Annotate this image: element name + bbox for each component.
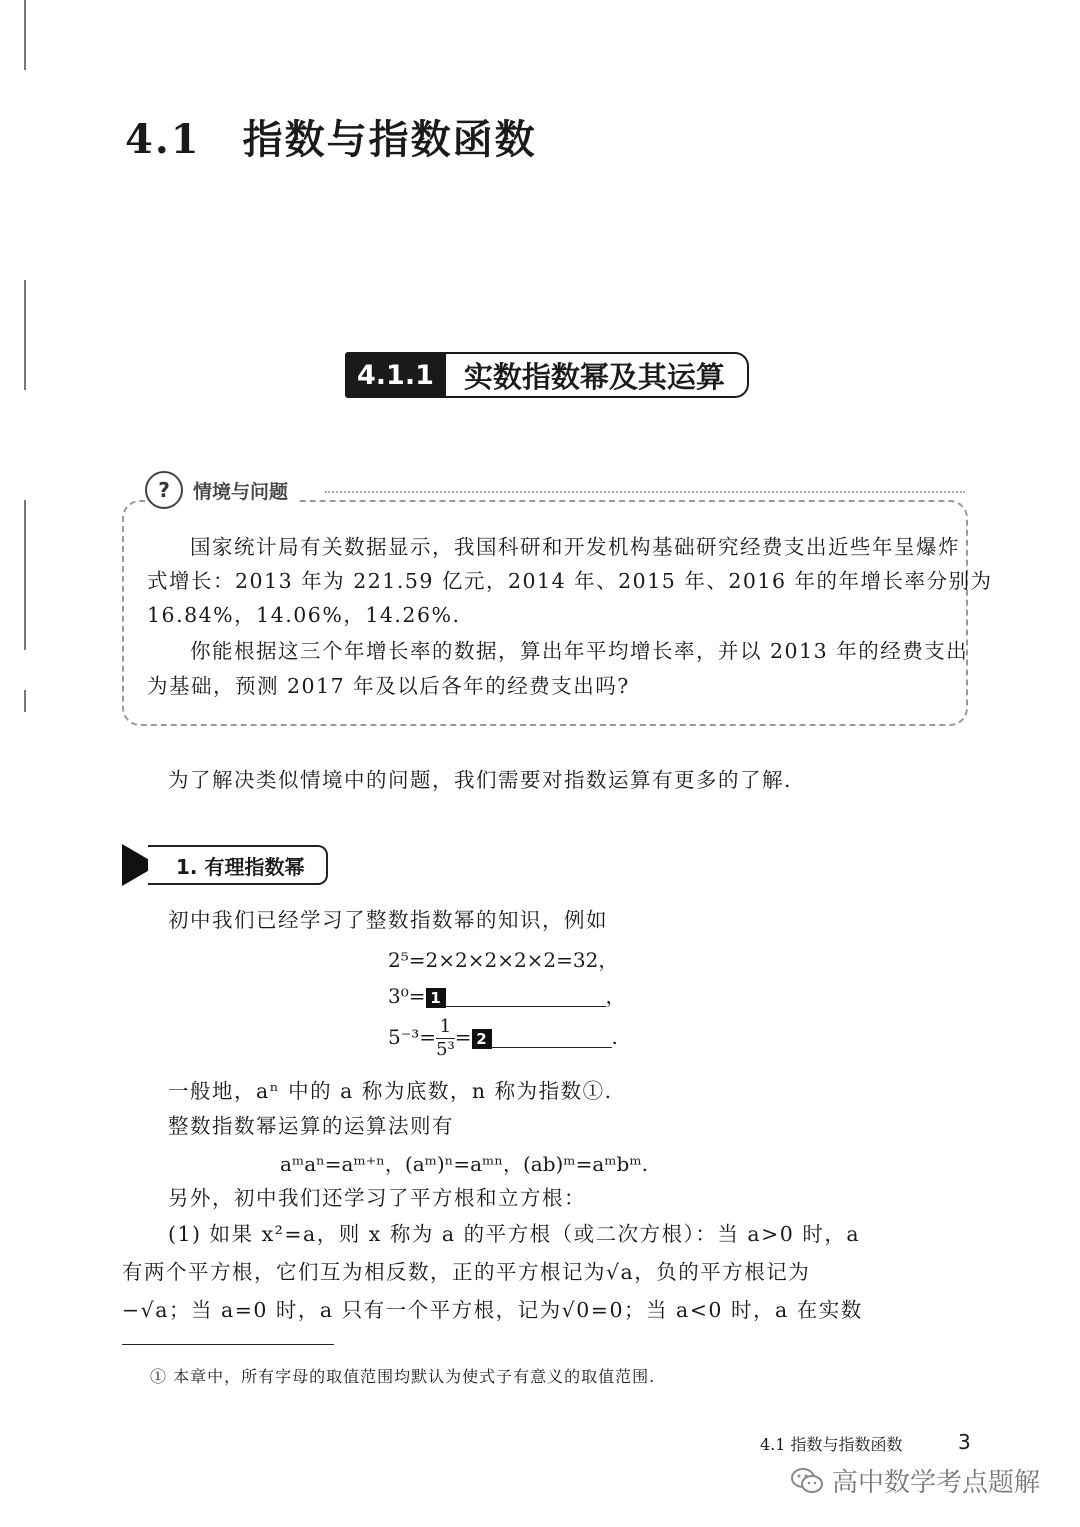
intro-text: 为了解决类似情境中的问题，我们需要对指数运算有更多的了解. (168, 768, 793, 792)
body-text: 一般地，aⁿ 中的 a 称为底数，n 称为指数①. (168, 1079, 613, 1103)
situation-text: 为基础，预测 2017 年及以后各年的经费支出吗? (147, 674, 630, 698)
math-text: 3⁰= (388, 984, 426, 1008)
situation-label (145, 472, 296, 508)
section-number: 4.1.1 (345, 352, 446, 398)
chapter-title (125, 108, 537, 165)
exponent-rules: aᵐaⁿ=aᵐ⁺ⁿ，(aᵐ)ⁿ=aᵐⁿ，(ab)ᵐ=aᵐbᵐ. (280, 1152, 648, 1176)
chapter-title-text: 指数与指数函数 (242, 116, 537, 163)
fraction-numerator: 1 (436, 1016, 455, 1039)
subsection-title: 1. 有理指数幂 (148, 845, 328, 885)
answer-blank (492, 1046, 612, 1048)
chapter-number: 4.1 (125, 116, 201, 163)
situation-text: 国家统计局有关数据显示，我国科研和开发机构基础研究经费支出近些年呈爆炸 (190, 535, 960, 559)
section-title: 实数指数幂及其运算 (446, 352, 749, 398)
wechat-icon (790, 1467, 824, 1495)
body-text: (1) 如果 x²=a，则 x 称为 a 的平方根（或二次方根）：当 a>0 时，a (168, 1222, 861, 1246)
math-text: 5⁻³= (388, 1025, 437, 1049)
math-text: = (454, 1025, 472, 1049)
math-example (388, 1016, 618, 1061)
situation-text: 你能根据这三个年增长率的数据，算出年平均增长率，并以 2013 年的经费支出 (190, 639, 969, 663)
divider (325, 491, 965, 493)
situation-label-text: 情境与问题 (193, 480, 289, 503)
margin-line (24, 280, 26, 390)
math-text: . (611, 1025, 618, 1049)
section-banner (345, 352, 749, 398)
fraction-denominator: 5³ (436, 1039, 455, 1060)
body-text: 初中我们已经学习了整数指数幂的知识，例如 (168, 908, 608, 932)
subsection-heading (122, 844, 328, 886)
margin-line (24, 0, 26, 70)
body-text: 有两个平方根，它们互为相反数，正的平方根记为√a，负的平方根记为 (122, 1260, 811, 1284)
margin-line (24, 690, 26, 712)
fraction (436, 1016, 455, 1061)
watermark (790, 1462, 1040, 1499)
body-text: 另外，初中我们还学习了平方根和立方根： (168, 1186, 586, 1210)
question-icon: ? (145, 471, 183, 509)
watermark-text: 高中数学考点题解 (832, 1468, 1041, 1498)
situation-text: 16.84%，14.06%，14.26%. (147, 603, 461, 627)
footnote: ① 本章中，所有字母的取值范围均默认为使式子有意义的取值范围. (150, 1367, 656, 1386)
page-number: 3 (958, 1430, 971, 1454)
running-head: 4.1 指数与指数函数 (760, 1435, 903, 1454)
blank-marker: 1 (426, 988, 446, 1008)
body-text: −√a；当 a=0 时，a 只有一个平方根，记为√0=0；当 a<0 时，a 在实数 (122, 1298, 863, 1322)
footnote-rule (122, 1344, 334, 1345)
answer-blank (446, 1005, 606, 1007)
math-example: 2⁵=2×2×2×2×2=32， (388, 948, 619, 972)
math-example (388, 980, 626, 1009)
situation-text: 式增长：2013 年为 221.59 亿元，2014 年、2015 年、2016 年的年增长率分别为 (147, 569, 993, 593)
blank-marker: 2 (472, 1029, 492, 1049)
math-text: ， (605, 984, 626, 1008)
body-text: 整数指数幂运算的运算法则有 (168, 1114, 454, 1138)
margin-line (24, 500, 26, 650)
